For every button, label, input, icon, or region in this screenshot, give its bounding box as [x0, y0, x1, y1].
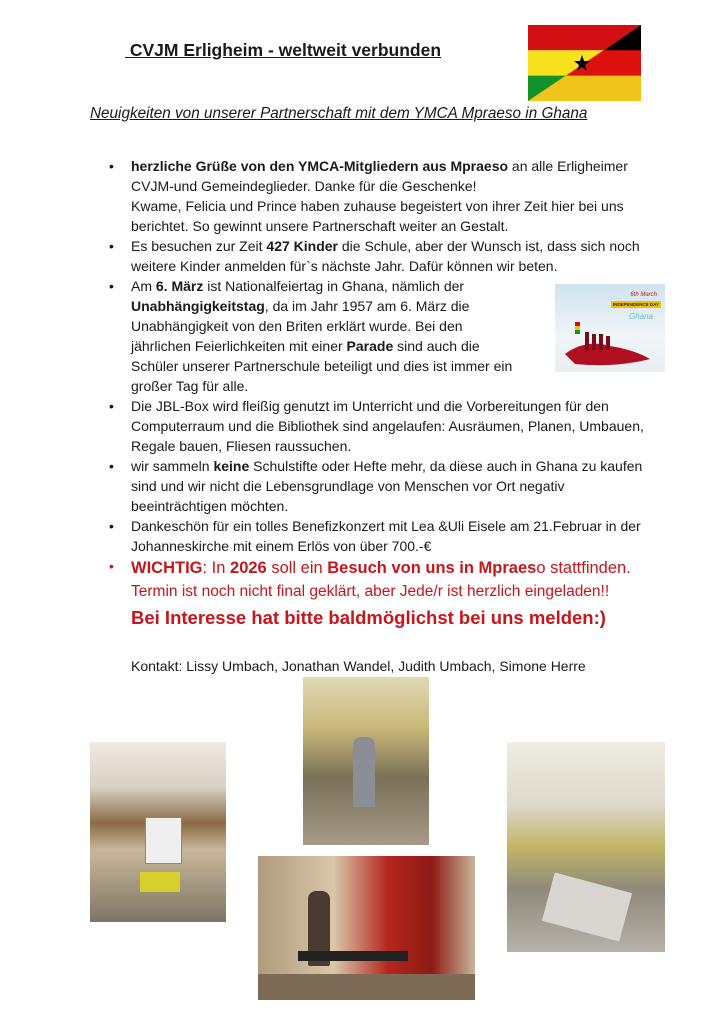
page-subtitle: Neuigkeiten von unserer Partnerschaft mit dem YMCA Mpraeso in Ghana — [90, 105, 588, 122]
image-caption-date: 6th March — [630, 292, 657, 298]
bullet-line — [131, 456, 675, 476]
image-caption-country: Ghana — [628, 312, 653, 321]
bullet-line — [131, 256, 675, 276]
bullet-dot-icon: • — [109, 398, 114, 414]
bullet-item — [105, 236, 675, 276]
bullet-line — [131, 156, 675, 176]
bullet-line — [131, 196, 675, 216]
text: , da im Jahr 1957 am 6. März die — [264, 298, 470, 314]
bullet-line — [131, 416, 675, 436]
bold-text: herzliche Grüße von den YMCA-Mitgliedern aus Mpraeso — [131, 158, 509, 174]
text: Kwame, Felicia und Prince haben zuhause begeistert von ihrer Zeit hier bei uns — [131, 198, 624, 214]
photo-man-in-room — [303, 677, 429, 845]
bullet-dot-icon: • — [109, 518, 114, 534]
bullet-item — [105, 516, 675, 556]
text: wir sammeln — [131, 458, 214, 474]
text: Computerraum und die Bibliothek sind angelaufen: Ausräumen, Planen, Umbauen, — [131, 418, 644, 434]
bullet-line — [131, 516, 675, 536]
bold-text: 427 Kinder — [266, 238, 338, 254]
text: Schulstifte oder Hefte mehr, da diese auch in Ghana zu kaufen — [249, 458, 643, 474]
bold-text: WICHTIG — [131, 559, 203, 577]
text: soll ein — [266, 559, 328, 577]
bullet-item — [105, 556, 675, 632]
photo-renovation-room — [507, 742, 665, 952]
text: o stattfinden. — [536, 559, 631, 577]
bullet-line — [131, 396, 675, 416]
news-bullet-list — [105, 156, 675, 632]
bullet-line — [131, 536, 675, 556]
bold-text: Parade — [346, 338, 394, 354]
bullet-line — [131, 556, 675, 580]
bullet-item — [105, 156, 675, 236]
text: Dankeschön für ein tolles Benefizkonzert mit Lea &Uli Eisele am 21.Februar in der — [131, 518, 641, 534]
text: CVJM-und Gemeindeglieder. Danke für die Geschenke! — [131, 178, 477, 194]
text: Termin ist noch nicht final geklärt, aber Jede/r ist herzlich eingeladen!! — [131, 583, 610, 600]
text: jährlichen Feierlichkeiten mit einer — [131, 338, 347, 354]
contact-line: Kontakt: Lissy Umbach, Jonathan Wandel, Judith Umbach, Simone Herre — [131, 658, 586, 674]
image-caption-banner: INDEPENDENCE DAY — [612, 302, 659, 307]
bullet-line — [131, 604, 675, 632]
bullet-line — [131, 176, 675, 196]
bullet-dot-icon: • — [109, 158, 114, 174]
bullet-line — [131, 236, 675, 256]
bold-text: keine — [213, 458, 250, 474]
text: an alle Erligheimer — [508, 158, 628, 174]
text: großer Tag für alle. — [131, 378, 249, 394]
text: beeinträchtigen möchten. — [131, 498, 289, 514]
bullet-line — [131, 216, 675, 236]
bullet-item — [105, 396, 675, 456]
bullet-line — [131, 496, 675, 516]
text: Die JBL-Box wird fleißig genutzt im Unterricht und die Vorbereitungen für den — [131, 398, 609, 414]
page-title: CVJM Erligheim - weltweit verbunden — [125, 40, 442, 60]
text: ist Nationalfeiertag in Ghana, nämlich der — [203, 278, 465, 294]
text: sind auch die — [393, 338, 480, 354]
text: sind und wir nicht die Lebensgrundlage von Menschen vor Ort negativ — [131, 478, 565, 494]
bullet-dot-icon: • — [109, 238, 114, 254]
text: Es besuchen zur Zeit — [131, 238, 267, 254]
text: die Schule, aber der Wunsch ist, dass sich noch — [338, 238, 640, 254]
text: Schüler unserer Partnerschule beteiligt und dies ist immer ein — [131, 358, 513, 374]
bullet-dot-icon: • — [109, 278, 114, 294]
bullet-line — [131, 376, 675, 396]
bullet-line — [131, 580, 675, 604]
bullet-item — [105, 456, 675, 516]
photo-benefit-concert — [258, 856, 475, 1000]
text: Bei Interesse hat bitte baldmöglichst bei uns melden:) — [131, 607, 606, 628]
text: : In — [202, 559, 231, 577]
parade-illustration — [555, 284, 665, 372]
text: berichtet. So gewinnt unsere Partnerschaft weiter an Gestalt. — [131, 218, 509, 234]
photo-classroom-empty — [90, 742, 226, 922]
text: Unabhängigkeit von den Briten erklärt wurde. Bei den — [131, 318, 463, 334]
text: Am — [131, 278, 156, 294]
ghana-germany-flag-image — [528, 25, 641, 101]
text: Johanneskirche mit einem Erlös von über 700.-€ — [131, 538, 432, 554]
text: weitere Kinder anmelden für`s nächste Jahr. Dafür können wir beten. — [131, 258, 558, 274]
bullet-line — [131, 436, 675, 456]
bold-text: Unabhängigkeitstag — [131, 298, 265, 314]
bullet-line — [131, 476, 675, 496]
bold-text: Besuch von uns in Mpraes — [327, 559, 537, 577]
bullet-dot-icon: • — [109, 558, 114, 574]
independence-day-image — [555, 284, 665, 372]
bold-text: 2026 — [230, 559, 267, 577]
bullet-dot-icon: • — [109, 458, 114, 474]
bold-text: 6. März — [155, 278, 204, 294]
text: Regale bauen, Fliesen raussuchen. — [131, 438, 352, 454]
